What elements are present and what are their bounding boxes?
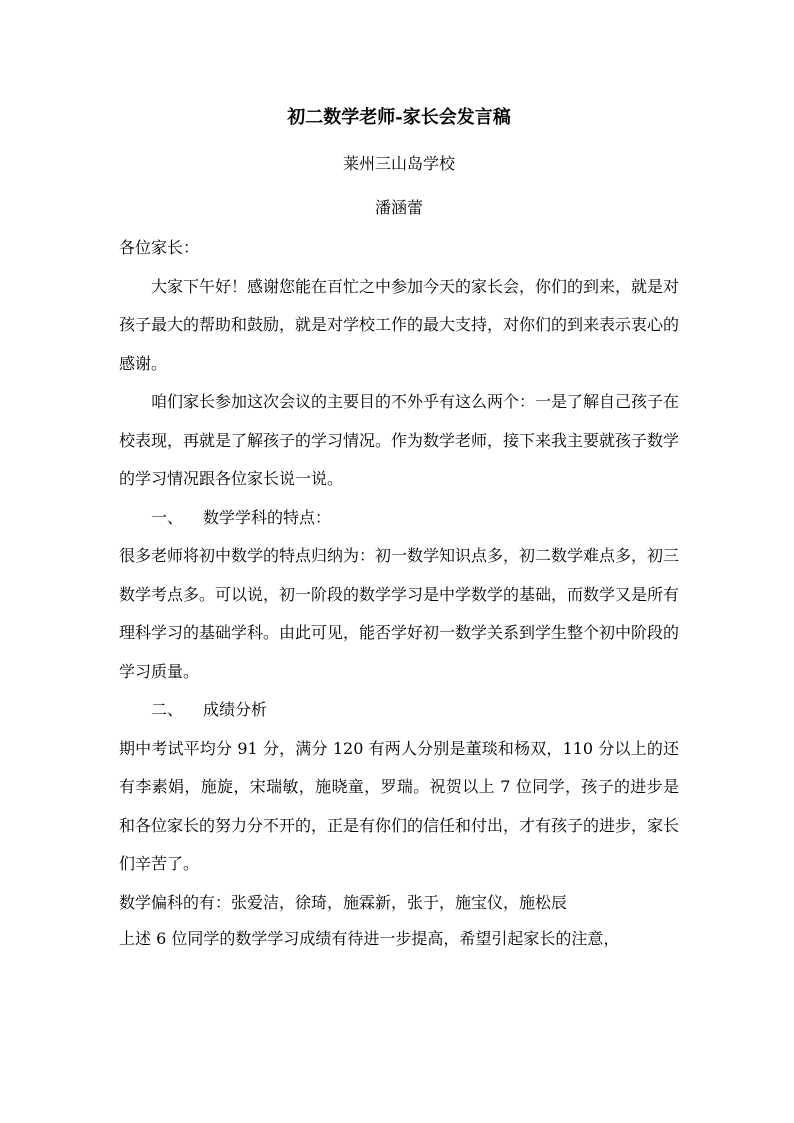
weak-students-line: 数学偏科的有：张爱洁，徐琦，施霖新，张于，施宝仪，施松辰 [119, 892, 568, 912]
section-number-1: 一、 [151, 507, 184, 527]
section-title-2: 成绩分析 [203, 700, 268, 719]
paragraph-purpose: 咱们家长参加这次会议的主要目的不外乎有这么两个：一是了解自己孩子在校表现，再就是了解孩子的学习情况。作为数学老师，接下来我主要就孩子数学的学习情况跟各位家长说一说。 [119, 392, 680, 488]
closing-line: 上述 6 位同学的数学学习成绩有待进一步提高，希望引起家长的注意， [119, 929, 620, 948]
section-number-2: 二、 [151, 700, 184, 719]
author-name: 潘涵蕾 [374, 198, 423, 217]
greeting: 各位家长： [119, 238, 200, 257]
section-heading-2 [119, 691, 679, 730]
school-name: 莱州三山岛学校 [342, 154, 455, 173]
document-body [119, 103, 679, 959]
section-heading-1 [119, 499, 679, 538]
section-body-1: 很多老师将初中数学的特点归纳为：初一数学知识点多，初二数学难点多，初三数学考点多。可以说，初一阶段的数学学习是中学数学的基础，而数学又是所有理科学习的基础学科。由此可见，能否学好初一数学关系到学生整个初中阶段的学习质量。 [119, 546, 680, 681]
section-body-2: 期中考试平均分 91 分，满分 120 有两人分别是董琰和杨双，110 分以上的还有李素娟，施旋，宋瑞敏，施晓童，罗瑞。祝贺以上 7 位同学，孩子的进步是和各位家长的努力分不开的，正是有你们的信任和付出，才有孩子的进步，家长们辛苦了。 [119, 738, 680, 873]
section-title-1: 数学学科的特点： [203, 507, 332, 527]
paragraph-welcome: 大家下午好！感谢您能在百忙之中参加今天的家长会，你们的到来，就是对孩子最大的帮助和鼓励，就是对学校工作的最大支持，对你们的到来表示衷心的感谢。 [119, 276, 680, 373]
document-title: 初二数学老师-家长会发言稿 [287, 107, 511, 128]
